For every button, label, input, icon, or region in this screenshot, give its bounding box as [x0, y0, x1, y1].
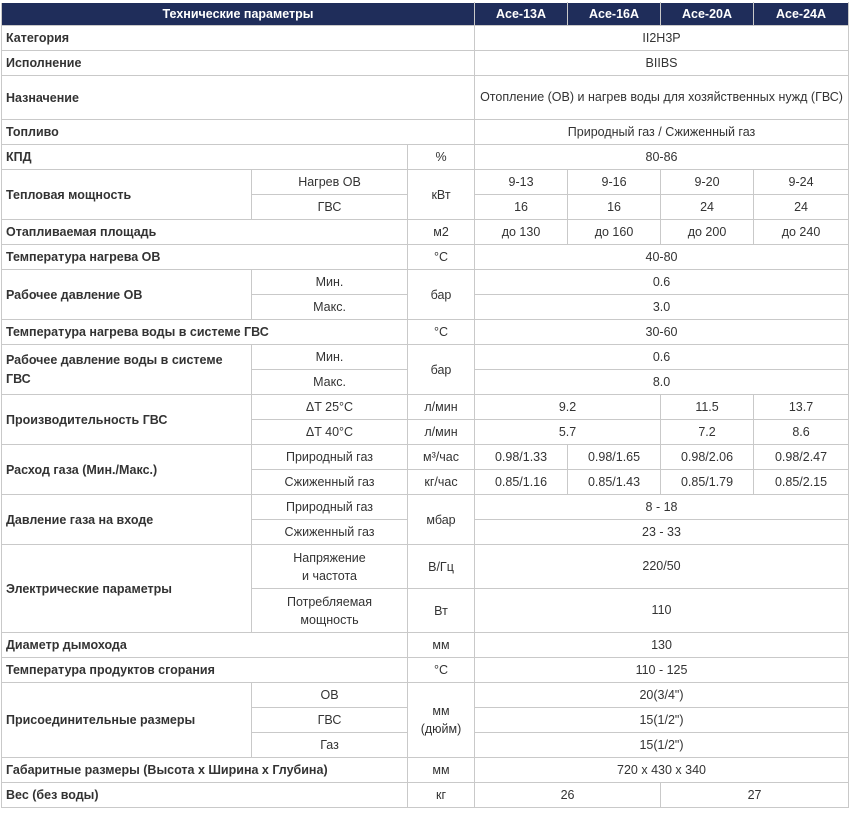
unit-gas-consumption-lpg: кг/час — [408, 470, 475, 495]
header-model-24a: Ace-24A — [754, 3, 849, 26]
row-label-fuel: Топливо — [2, 120, 475, 145]
unit-dhw-capacity-dt40: л/мин — [408, 420, 475, 445]
unit-electrical-voltage: В/Гц — [408, 545, 475, 589]
table-row — [2, 345, 849, 370]
value-gas-natural-13a: 0.98/1.33 — [475, 445, 568, 470]
row-label-flue-temp: Температура продуктов сгорания — [2, 658, 408, 683]
unit-thermal-power: кВт — [408, 170, 475, 220]
sub-connection-gvs: ГВС — [252, 708, 408, 733]
value-weight-13a-16a: 26 — [475, 783, 661, 808]
table-row — [2, 270, 849, 295]
sub-heating-pressure-min: Мин. — [252, 270, 408, 295]
row-label-gas-consumption: Расход газа (Мин./Макс.) — [2, 445, 252, 495]
row-label-thermal-power: Тепловая мощность — [2, 170, 252, 220]
value-thermal-dhw-16a: 16 — [568, 195, 661, 220]
value-connection-ov: 20(3/4") — [475, 683, 849, 708]
value-gas-lpg-13a: 0.85/1.16 — [475, 470, 568, 495]
row-label-weight: Вес (без воды) — [2, 783, 408, 808]
value-execution: BIIBS — [475, 51, 849, 76]
unit-flue-diameter: мм — [408, 633, 475, 658]
unit-heating-pressure: бар — [408, 270, 475, 320]
unit-gas-consumption-natural: м³/час — [408, 445, 475, 470]
table-row — [2, 320, 849, 345]
sub-electrical-voltage-line1: Напряжение — [293, 550, 366, 565]
header-model-20a: Ace-20A — [661, 3, 754, 26]
table-row — [2, 783, 849, 808]
table-row — [2, 445, 849, 470]
value-flue-diameter: 130 — [475, 633, 849, 658]
header-params: Технические параметры — [2, 3, 475, 26]
value-thermal-dhw-24a: 24 — [754, 195, 849, 220]
value-thermal-dhw-20a: 24 — [661, 195, 754, 220]
unit-weight: кг — [408, 783, 475, 808]
value-gas-lpg-16a: 0.85/1.43 — [568, 470, 661, 495]
row-label-electrical: Электрические параметры — [2, 545, 252, 633]
value-thermal-heating-20a: 9-20 — [661, 170, 754, 195]
value-dhw-capacity-dt40-20a: 7.2 — [661, 420, 754, 445]
table-row — [2, 545, 849, 589]
sub-gas-pressure-lpg: Сжиженный газ — [252, 520, 408, 545]
row-label-efficiency: КПД — [2, 145, 408, 170]
row-label-flue-diameter: Диаметр дымохода — [2, 633, 408, 658]
header-model-16a: Ace-16A — [568, 3, 661, 26]
row-label-heating-temp: Температура нагрева ОВ — [2, 245, 408, 270]
table-row — [2, 26, 849, 51]
table-row — [2, 120, 849, 145]
table-row — [2, 395, 849, 420]
value-area-16a: до 160 — [568, 220, 661, 245]
value-dhw-capacity-dt40-24a: 8.6 — [754, 420, 849, 445]
value-gas-natural-16a: 0.98/1.65 — [568, 445, 661, 470]
table-row — [2, 495, 849, 520]
table-row — [2, 658, 849, 683]
value-thermal-heating-24a: 9-24 — [754, 170, 849, 195]
value-purpose: Отопление (ОВ) и нагрев воды для хозяйственных нужд (ГВС) — [475, 76, 849, 120]
unit-dimensions: мм — [408, 758, 475, 783]
value-electrical-power: 110 — [475, 589, 849, 633]
sub-dhw-capacity-dt40: ΔT 40°C — [252, 420, 408, 445]
value-connection-gas: 15(1/2") — [475, 733, 849, 758]
unit-connection-sizes — [408, 683, 475, 758]
row-label-dimensions: Габаритные размеры (Высота х Ширина х Глубина) — [2, 758, 408, 783]
value-category: II2H3P — [475, 26, 849, 51]
sub-gas-consumption-natural: Природный газ — [252, 445, 408, 470]
row-label-execution: Исполнение — [2, 51, 475, 76]
sub-dhw-pressure-max: Макс. — [252, 370, 408, 395]
value-efficiency: 80-86 — [475, 145, 849, 170]
row-label-connection-sizes: Присоединительные размеры — [2, 683, 252, 758]
value-heating-temp: 40-80 — [475, 245, 849, 270]
header-model-13a: Ace-13A — [475, 3, 568, 26]
sub-gas-consumption-lpg: Сжиженный газ — [252, 470, 408, 495]
sub-electrical-voltage-line2: и частота — [302, 568, 357, 583]
row-label-dhw-temp: Температура нагрева воды в системе ГВС — [2, 320, 408, 345]
table-header-row — [2, 3, 849, 26]
value-thermal-heating-16a: 9-16 — [568, 170, 661, 195]
sub-thermal-heating: Нагрев ОВ — [252, 170, 408, 195]
sub-electrical-voltage — [252, 545, 408, 589]
value-gas-lpg-20a: 0.85/1.79 — [661, 470, 754, 495]
row-label-gas-pressure: Давление газа на входе — [2, 495, 252, 545]
sub-electrical-power-line1: Потребляемая — [286, 594, 373, 609]
unit-dhw-capacity-dt25: л/мин — [408, 395, 475, 420]
table-row — [2, 758, 849, 783]
table-row — [2, 76, 849, 120]
value-gas-natural-24a: 0.98/2.47 — [754, 445, 849, 470]
value-area-13a: до 130 — [475, 220, 568, 245]
table-row — [2, 220, 849, 245]
unit-gas-pressure: мбар — [408, 495, 475, 545]
unit-dhw-temp: °C — [408, 320, 475, 345]
value-dhw-temp: 30-60 — [475, 320, 849, 345]
unit-flue-temp: °C — [408, 658, 475, 683]
value-connection-gvs: 15(1/2") — [475, 708, 849, 733]
value-electrical-voltage: 220/50 — [475, 545, 849, 589]
value-heating-pressure-max: 3.0 — [475, 295, 849, 320]
value-gas-lpg-24a: 0.85/2.15 — [754, 470, 849, 495]
value-dimensions: 720 х 430 х 340 — [475, 758, 849, 783]
unit-efficiency: % — [408, 145, 475, 170]
unit-heated-area: м2 — [408, 220, 475, 245]
value-dhw-pressure-min: 0.6 — [475, 345, 849, 370]
sub-electrical-power — [252, 589, 408, 633]
value-dhw-capacity-dt25-20a: 11.5 — [661, 395, 754, 420]
value-thermal-heating-13a: 9-13 — [475, 170, 568, 195]
specs-table — [1, 2, 849, 808]
unit-connection-line2: (дюйм) — [420, 722, 462, 736]
value-thermal-dhw-13a: 16 — [475, 195, 568, 220]
value-area-20a: до 200 — [661, 220, 754, 245]
value-gas-pressure-natural: 8 - 18 — [475, 495, 849, 520]
sub-gas-pressure-natural: Природный газ — [252, 495, 408, 520]
value-dhw-capacity-dt25-24a: 13.7 — [754, 395, 849, 420]
value-dhw-capacity-dt40-13a-16a: 5.7 — [475, 420, 661, 445]
value-flue-temp: 110 - 125 — [475, 658, 849, 683]
table-row — [2, 683, 849, 708]
unit-electrical-power: Вт — [408, 589, 475, 633]
table-row — [2, 245, 849, 270]
sub-electrical-power-line2: мощность — [300, 612, 359, 627]
sub-dhw-capacity-dt25: ΔT 25°C — [252, 395, 408, 420]
sub-dhw-pressure-min: Мин. — [252, 345, 408, 370]
value-dhw-pressure-max: 8.0 — [475, 370, 849, 395]
value-area-24a: до 240 — [754, 220, 849, 245]
unit-heating-temp: °C — [408, 245, 475, 270]
sub-thermal-dhw: ГВС — [252, 195, 408, 220]
row-label-category: Категория — [2, 26, 475, 51]
value-gas-pressure-lpg: 23 - 33 — [475, 520, 849, 545]
sub-connection-gas: Газ — [252, 733, 408, 758]
unit-dhw-pressure: бар — [408, 345, 475, 395]
table-row — [2, 170, 849, 195]
value-weight-20a-24a: 27 — [661, 783, 849, 808]
unit-connection-line1: мм — [432, 704, 450, 718]
row-label-heated-area: Отапливаемая площадь — [2, 220, 408, 245]
table-row — [2, 633, 849, 658]
row-label-heating-pressure: Рабочее давление ОВ — [2, 270, 252, 320]
table-row — [2, 145, 849, 170]
row-label-dhw-pressure: Рабочее давление воды в системе ГВС — [2, 345, 252, 395]
row-label-dhw-capacity: Производительность ГВС — [2, 395, 252, 445]
value-gas-natural-20a: 0.98/2.06 — [661, 445, 754, 470]
row-label-purpose: Назначение — [2, 76, 475, 120]
value-fuel: Природный газ / Сжиженный газ — [475, 120, 849, 145]
value-dhw-capacity-dt25-13a-16a: 9.2 — [475, 395, 661, 420]
table-row — [2, 51, 849, 76]
sub-connection-ov: ОВ — [252, 683, 408, 708]
sub-heating-pressure-max: Макс. — [252, 295, 408, 320]
value-heating-pressure-min: 0.6 — [475, 270, 849, 295]
